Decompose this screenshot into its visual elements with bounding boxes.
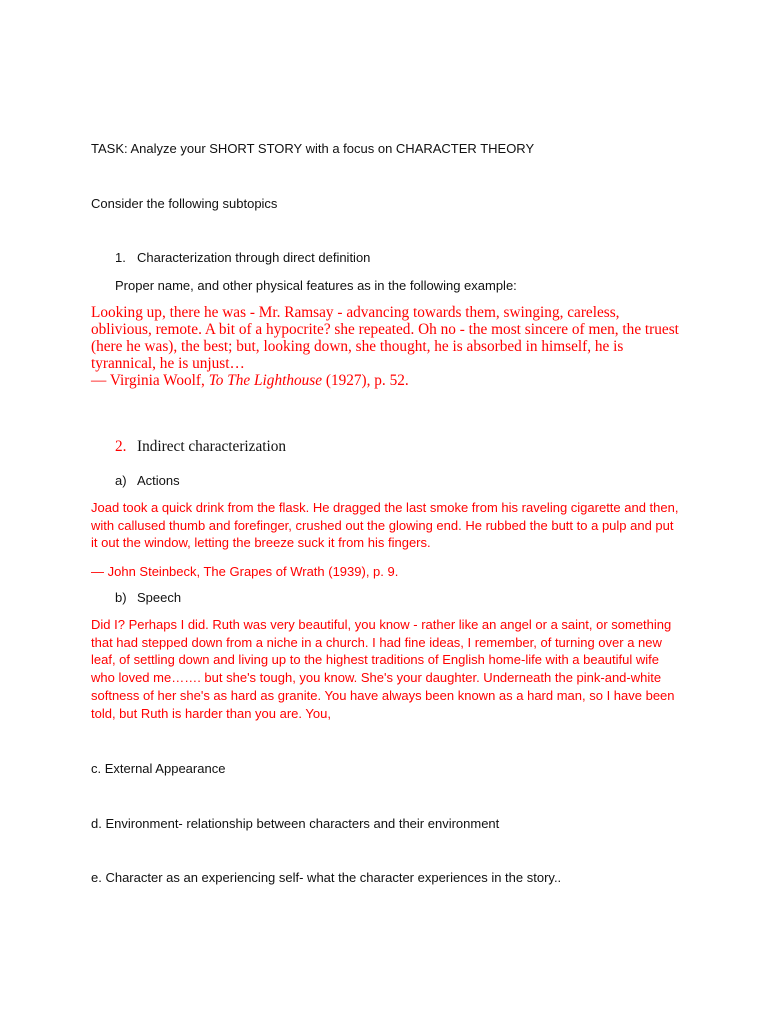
task-heading: TASK: Analyze your SHORT STORY with a focus on CHARACTER THEORY [91,141,535,156]
steinbeck-attribution: — John Steinbeck, The Grapes of Wrath (1939), p. 9. [91,564,399,579]
consider-text: Consider the following subtopics [91,196,278,211]
sub-item-c: c. External Appearance [91,761,226,776]
sub-item-a-label: Actions [137,473,180,488]
list-item-2-number: 2. [115,438,127,455]
speech-quote: Did I? Perhaps I did. Ruth was very beautiful, you know - rather like an angel or a saint, or something that had stepped down from a niche in a church. I had fine ideas, I remember, of turning over a new leaf, of settling down and living up to the highest traditions of English home-life with a beautiful wife who loved me……. but she's tough, you know. She's your daughter. Underneath the pink-and-white softness of her she's as hard as granite. You have always been known as a hard man, so I have been told, but Ruth is harder than you are. You, [91,617,675,721]
steinbeck-quote: Joad took a quick drink from the flask. He dragged the last smoke from his raveling cigarette and then, with callused thumb and forefinger, crushed out the glowing end. He rubbed the butt to a pulp and put it out the window, letting the breeze suck it from his fingers. [91,500,679,551]
list-item-1 [115,249,370,266]
sub-item-b-label: Speech [137,590,182,605]
woolf-attribution-suffix: (1927), p. 52. [322,372,409,389]
sub-item-b [115,589,181,606]
list-item-1-label: Characterization through direct definition [137,250,371,265]
list-item-2-label: Indirect characterization [137,438,287,455]
sub-item-b-marker: b) [115,590,127,605]
list-item-1-number: 1. [115,250,126,265]
woolf-attribution [91,372,681,389]
list-item-2 [115,438,286,455]
sub-item-a [115,472,180,489]
item-1-description: Proper name, and other physical features as in the following example: [115,278,517,293]
sub-item-a-marker: a) [115,473,127,488]
woolf-attribution-title: To The Lighthouse [208,372,323,389]
woolf-quote-text: Looking up, there he was - Mr. Ramsay - advancing towards them, swinging, careless, oblivious, remote. A bit of a hypocrite? she repeated. Oh no - the most sincere of men, the truest (here he was), the best; but, looking down, she thought, he is absorbed in himself, he is tyrannical, he is unjust… [91,304,679,372]
woolf-quote-block [91,304,681,389]
woolf-attribution-prefix: — Virginia Woolf, [91,372,209,389]
sub-item-d: d. Environment- relationship between characters and their environment [91,816,500,831]
sub-item-e: e. Character as an experiencing self- what the character experiences in the story.. [91,870,562,885]
